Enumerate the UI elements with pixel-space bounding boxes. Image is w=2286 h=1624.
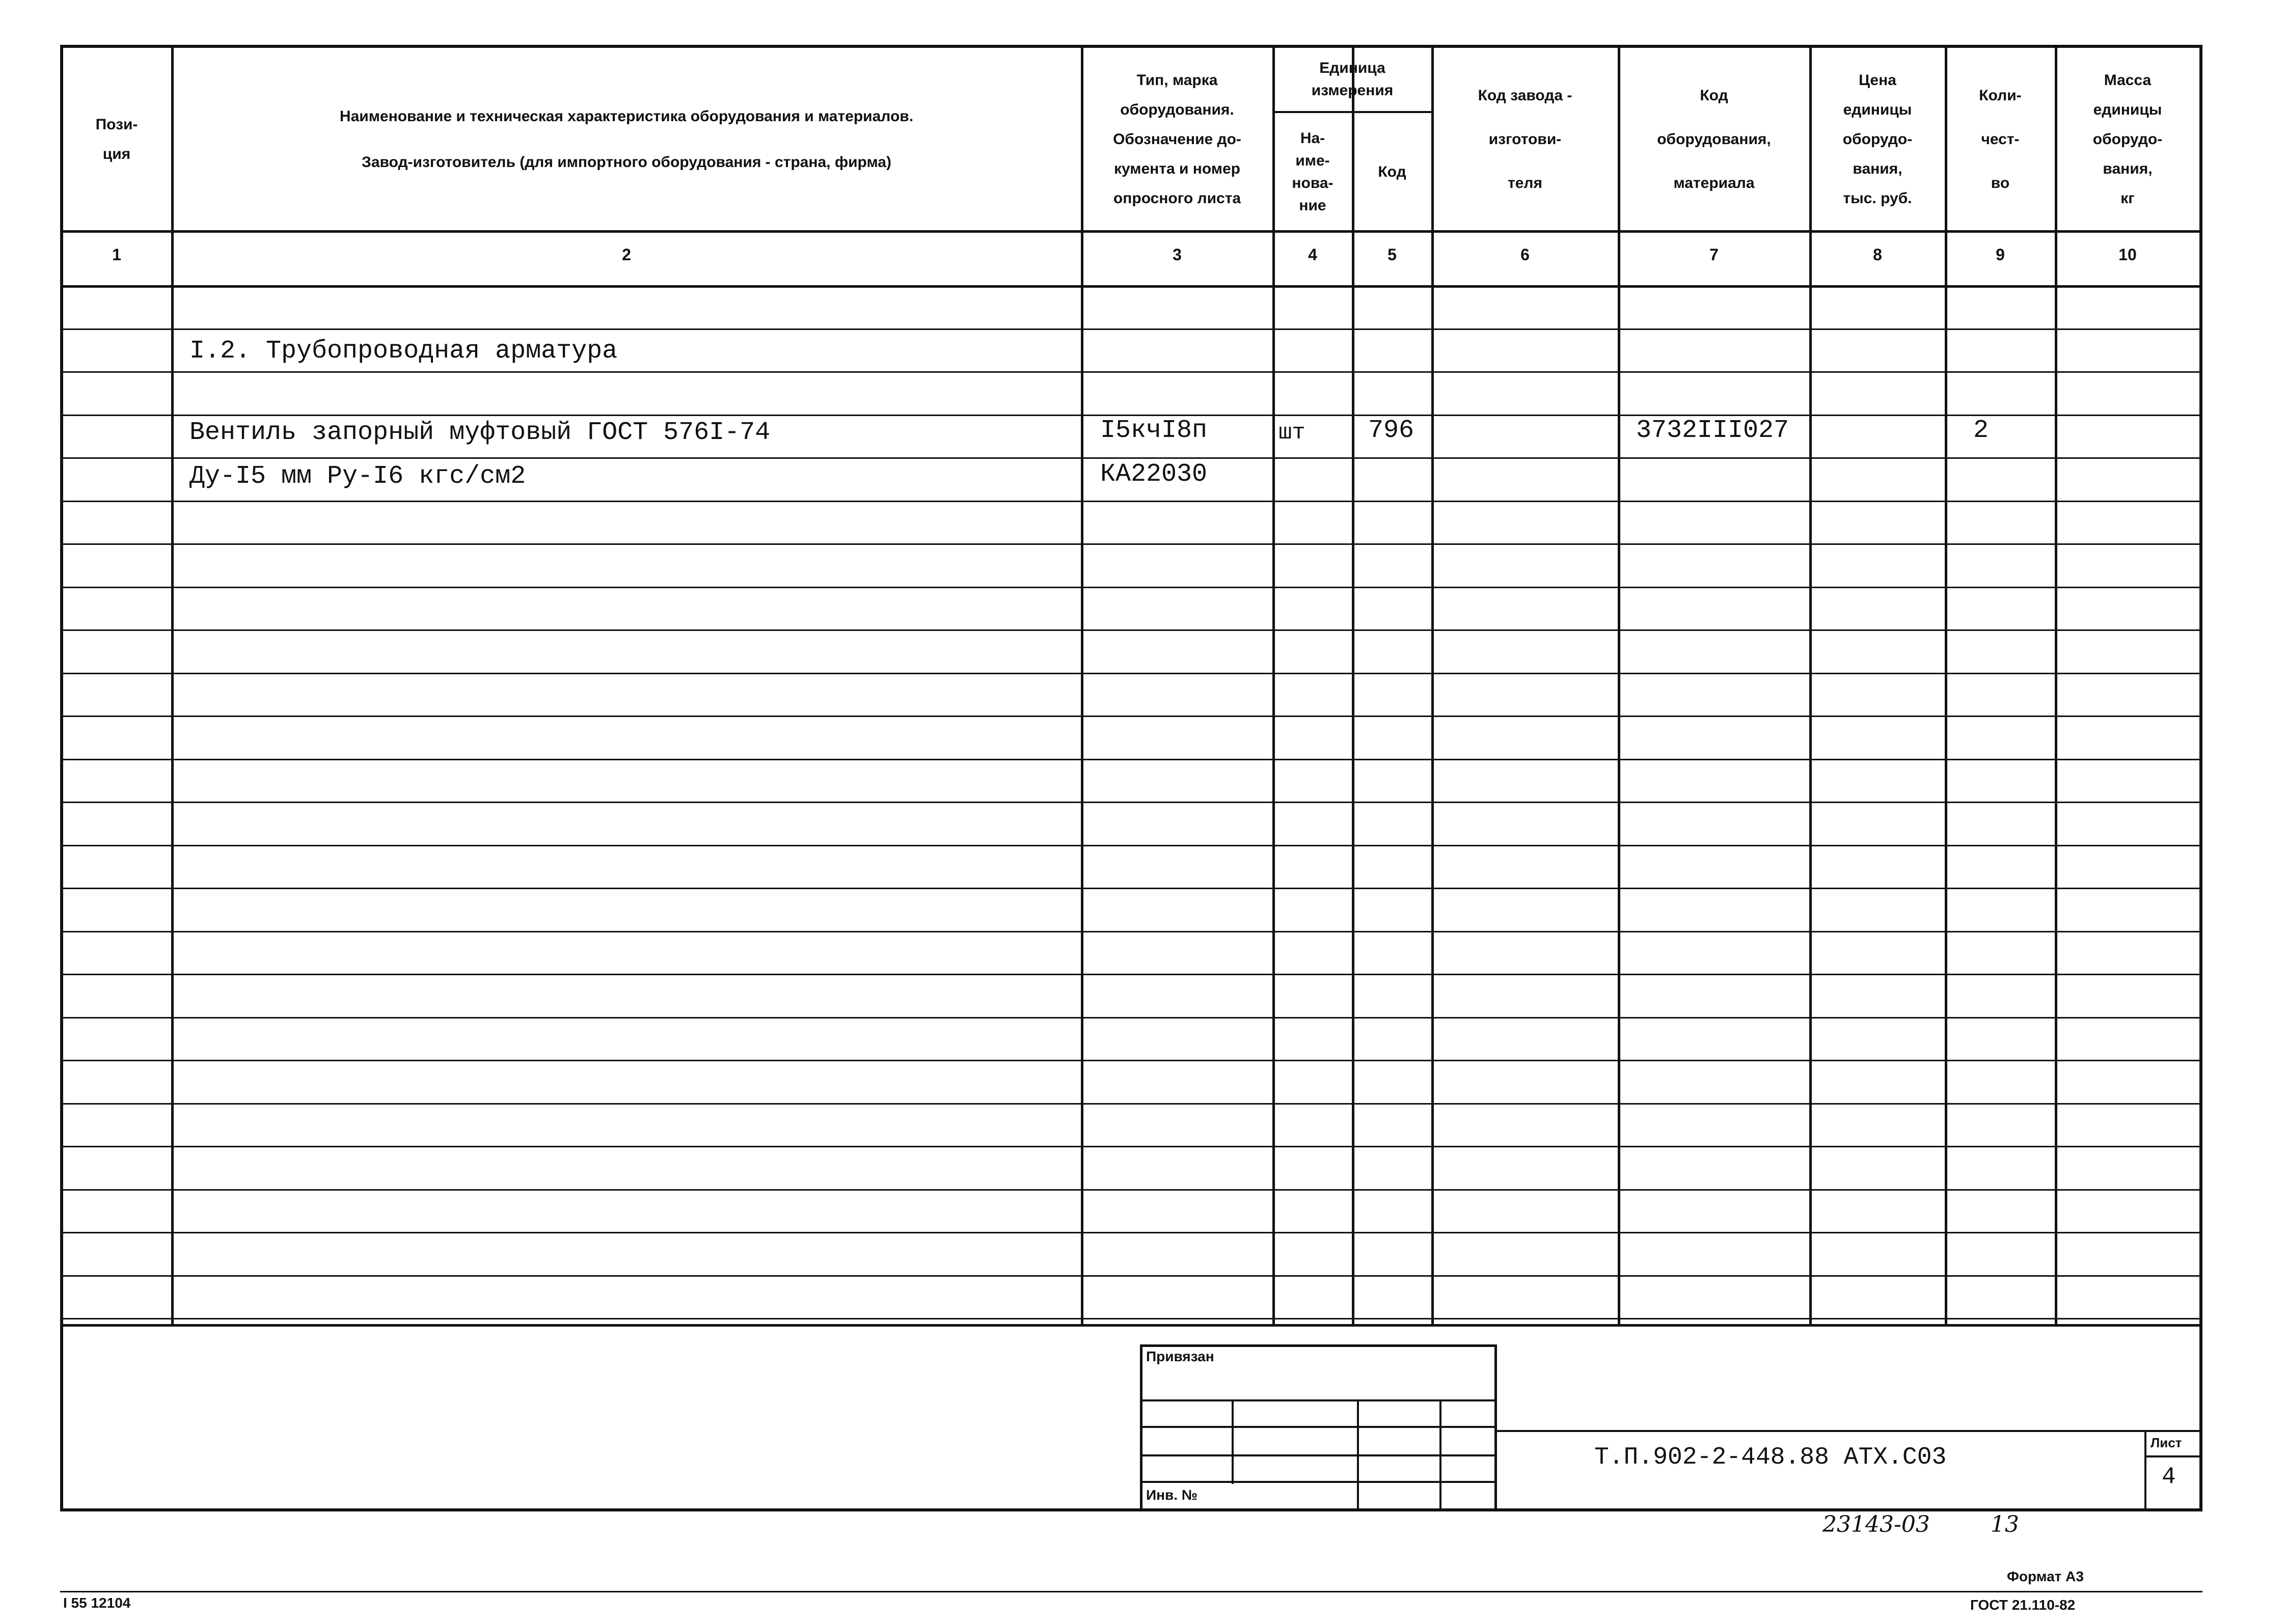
row-2-name: I.2. Трубопроводная арматура: [189, 337, 618, 366]
table-row-line: [60, 1146, 2202, 1147]
stamp-v3: [1439, 1399, 1441, 1510]
stamp-h1: [1140, 1399, 1496, 1401]
col-header-5: Код: [1378, 163, 1406, 180]
col-number-5: 5: [1387, 245, 1397, 264]
inv-number-label: Инв. №: [1146, 1487, 1198, 1503]
column-divider: [2055, 45, 2057, 1324]
stamp-box-top: [1140, 1344, 1496, 1347]
row-5-type: КА22030: [1100, 460, 1208, 489]
stamp-h4: [1140, 1481, 1496, 1483]
table-row-line: [60, 629, 2202, 631]
table-row-line: [60, 1232, 2202, 1233]
col-header-7: Код оборудования, материала: [1657, 87, 1771, 191]
column-divider: [1809, 45, 1812, 1324]
gost-standard: ГОСТ 21.110-82: [1970, 1597, 2076, 1613]
table-row-line: [60, 802, 2202, 803]
unit-group-header: Единица измерения: [1311, 60, 1394, 99]
col-header-1: Пози- ция: [95, 116, 138, 162]
sheet-box-left: [2144, 1430, 2146, 1510]
number-row-bottom-line: [60, 285, 2202, 288]
row-4-type: I5кчI8п: [1100, 416, 1208, 445]
column-divider: [1618, 45, 1620, 1324]
table-row-line: [60, 1318, 2202, 1319]
serial-number: I 55 12104: [63, 1595, 131, 1611]
document-code: Т.П.902-2-448.88 АТХ.С03: [1594, 1444, 1947, 1471]
linked-label: Привязан: [1146, 1348, 1214, 1364]
row-4-name: Вентиль запорный муфтовый ГОСТ 576I-74: [189, 418, 771, 447]
row-4-unit: шт: [1278, 420, 1305, 446]
col-number-3: 3: [1173, 245, 1182, 264]
col-number-4: 4: [1308, 245, 1317, 264]
column-divider: [1431, 45, 1434, 1324]
col-number-9: 9: [1996, 245, 2005, 264]
table-row-line: [60, 759, 2202, 760]
sheet-format: Формат А3: [2007, 1568, 2084, 1584]
table-row-line: [60, 1275, 2202, 1277]
sheet-number: 4: [2162, 1464, 2176, 1490]
table-row-line: [60, 587, 2202, 588]
col-header-6: Код завода - изготови- теля: [1478, 87, 1572, 191]
col-number-7: 7: [1709, 245, 1719, 264]
col-header-4: На- име- нова- ние: [1292, 130, 1334, 214]
column-divider: [1081, 45, 1083, 1324]
column-divider: [1945, 45, 1947, 1324]
frame-right: [2199, 45, 2202, 1511]
table-row-line: [60, 328, 2202, 330]
handwritten-page: 13: [1991, 1511, 2019, 1537]
table-row-line: [60, 501, 2202, 502]
stamp-h3: [1140, 1454, 1496, 1456]
table-row-line: [60, 931, 2202, 932]
column-divider: [1352, 45, 1354, 1324]
sheet-box-mid: [2144, 1455, 2200, 1457]
table-row-line: [60, 1103, 2202, 1105]
stamp-doc-top: [1496, 1430, 2199, 1432]
stamp-v2: [1357, 1399, 1359, 1510]
row-5-name: Ду-I5 мм Ру-I6 кгс/см2: [189, 462, 526, 491]
stamp-v1: [1232, 1399, 1234, 1484]
col-number-2: 2: [622, 245, 631, 264]
col-header-9: Коли- чест- во: [1979, 87, 2022, 191]
row-4-unit-code: 796: [1368, 416, 1414, 445]
table-row-line: [60, 457, 2202, 459]
row-4-qty: 2: [1973, 416, 1989, 445]
col-header-2: Наименование и техническая характеристика оборудования и материалов. Завод-изготовитель (для импортного оборудования - страна, фирма): [339, 108, 914, 171]
table-bottom-line: [60, 1324, 2202, 1327]
table-row-line: [60, 1017, 2202, 1019]
col-number-8: 8: [1873, 245, 1882, 264]
col-header-8: Цена единицы оборудо- вания, тыс. руб.: [1842, 72, 1913, 207]
column-divider: [171, 45, 174, 1324]
table-row-line: [60, 673, 2202, 674]
frame-left: [60, 45, 63, 1511]
row-4-equip-code: 3732III027: [1636, 416, 1789, 445]
table-row-line: [60, 974, 2202, 975]
table-row-line: [60, 1189, 2202, 1191]
col-header-3: Тип, марка оборудования. Обозначение до- кумента и номер опросного листа: [1113, 72, 1241, 207]
table-row-line: [60, 371, 2202, 373]
table-row-line: [60, 543, 2202, 545]
archive-number: 23143-03: [1822, 1511, 1930, 1537]
table-row-line: [60, 845, 2202, 846]
col-header-10: Масса единицы оборудо- вания, кг: [2092, 72, 2163, 207]
col-number-10: 10: [2118, 245, 2137, 264]
table-row-line: [60, 888, 2202, 889]
col-number-1: 1: [112, 245, 121, 264]
col-number-6: 6: [1520, 245, 1530, 264]
stamp-h2: [1140, 1426, 1496, 1428]
table-row-line: [60, 715, 2202, 717]
footer-line: [60, 1591, 2202, 1592]
sheet-label: Лист: [2151, 1435, 2182, 1450]
table-row-line: [60, 1060, 2202, 1061]
column-divider: [1272, 45, 1275, 1324]
